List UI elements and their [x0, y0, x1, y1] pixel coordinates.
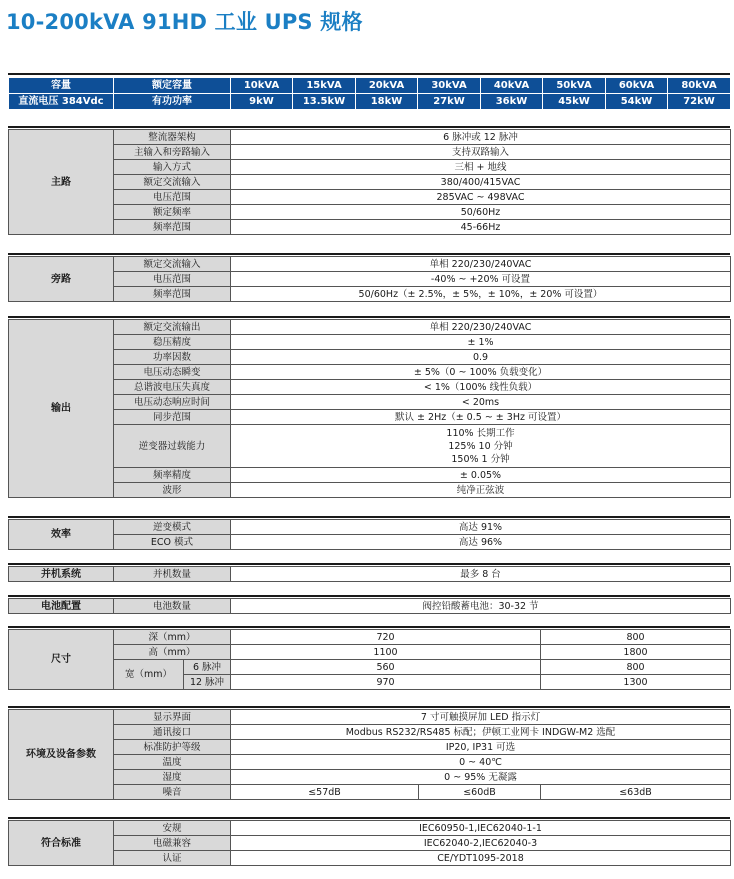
row-label: 认证: [114, 851, 231, 866]
row-value: 7 寸可触摸屏加 LED 指示灯: [231, 710, 731, 725]
noise-value: ≤63dB: [541, 785, 731, 800]
row-label: 主输入和旁路输入: [114, 145, 231, 160]
noise-value: ≤57dB: [231, 785, 419, 800]
row-value: IEC60950-1,IEC62040-1-1: [231, 821, 731, 836]
row-value: 纯净正弦波: [231, 483, 731, 498]
height-value: 1100: [231, 645, 541, 660]
row-label: 功率因数: [114, 350, 231, 365]
noise-label: 噪音: [114, 785, 231, 800]
row-value: 三相 + 地线: [231, 160, 731, 175]
main-rule: [8, 126, 730, 128]
output-group-label: 输出: [9, 320, 114, 498]
compliance-rule: [8, 817, 730, 819]
row-label: 湿度: [114, 770, 231, 785]
row-label: 电压范围: [114, 190, 231, 205]
noise-value: ≤60dB: [419, 785, 541, 800]
row-label: 温度: [114, 755, 231, 770]
row-value: CE/YDT1095-2018: [231, 851, 731, 866]
dimensions-group-label: 尺寸: [9, 630, 114, 690]
row-value: 285VAC ~ 498VAC: [231, 190, 731, 205]
row-value: ± 0.05%: [231, 468, 731, 483]
efficiency-section: [8, 519, 731, 550]
row-value: IP20, IP31 可选: [231, 740, 731, 755]
row-value: < 20ms: [231, 395, 731, 410]
output-section: [8, 319, 731, 498]
width-12p-value: 1300: [541, 675, 731, 690]
power-cell: 54kW: [606, 94, 668, 110]
row-label: 频率精度: [114, 468, 231, 483]
compliance-section: [8, 820, 731, 866]
row-value: -40% ~ +20% 可设置: [231, 272, 731, 287]
row-label: 额定交流输入: [114, 175, 231, 190]
depth-label: 深（mm）: [114, 630, 231, 645]
width-6p-value: 800: [541, 660, 731, 675]
row-value: 阀控铅酸蓄电池：30-32 节: [231, 599, 731, 614]
overload-line: 150% 1 分钟: [451, 453, 510, 465]
depth-value: 720: [231, 630, 541, 645]
row-value: 0.9: [231, 350, 731, 365]
row-label: 频率范围: [114, 220, 231, 235]
power-cell: 72kW: [668, 94, 731, 110]
row-value: 0 ~ 40℃: [231, 755, 731, 770]
power-cell: 9kW: [231, 94, 293, 110]
compliance-group-label: 符合标准: [9, 821, 114, 866]
capacity-label: 容量: [9, 78, 114, 94]
depth-value: 800: [541, 630, 731, 645]
width-6p-label: 6 脉冲: [184, 660, 231, 675]
row-label: 稳压精度: [114, 335, 231, 350]
row-label: 电池数量: [114, 599, 231, 614]
power-cell: 36kW: [481, 94, 543, 110]
row-label: 并机数量: [114, 567, 231, 582]
overload-line: 125% 10 分钟: [448, 440, 513, 452]
power-cell: 18kW: [356, 94, 418, 110]
main-group-label: 主路: [9, 130, 114, 235]
row-value: 50/60Hz: [231, 205, 731, 220]
row-label: 电压动态响应时间: [114, 395, 231, 410]
row-value: IEC62040-2,IEC62040-3: [231, 836, 731, 851]
dimensions-section: [8, 629, 731, 690]
battery-section: [8, 598, 731, 614]
capacity-cell: 40kVA: [481, 78, 543, 94]
height-label: 高（mm）: [114, 645, 231, 660]
row-value: 50/60Hz（± 2.5%，± 5%，± 10%，± 20% 可设置）: [231, 287, 731, 302]
row-value: 最多 8 台: [231, 567, 731, 582]
row-label: 同步范围: [114, 410, 231, 425]
parallel-group-label: 并机系统: [9, 567, 114, 582]
row-value: ± 5%（0 ~ 100% 负载变化）: [231, 365, 731, 380]
overload-value: [231, 425, 731, 468]
parallel-rule: [8, 563, 730, 565]
row-label: 通讯接口: [114, 725, 231, 740]
power-cell: 45kW: [543, 94, 606, 110]
capacity-cell: 30kVA: [418, 78, 481, 94]
height-value: 1800: [541, 645, 731, 660]
parallel-section: [8, 566, 731, 582]
row-label: 电磁兼容: [114, 836, 231, 851]
battery-rule: [8, 595, 730, 597]
row-label: 显示界面: [114, 710, 231, 725]
row-value: 380/400/415VAC: [231, 175, 731, 190]
row-label: 电压动态瞬变: [114, 365, 231, 380]
output-rule: [8, 316, 730, 318]
capacity-header-table: [8, 77, 731, 110]
page-title: 10-200kVA 91HD 工业 UPS 规格: [6, 10, 363, 34]
capacity-cell: 20kVA: [356, 78, 418, 94]
main-section: [8, 129, 731, 235]
row-label: 额定频率: [114, 205, 231, 220]
row-value: 单相 220/230/240VAC: [231, 257, 731, 272]
bypass-group-label: 旁路: [9, 257, 114, 302]
power-cell: 13.5kW: [293, 94, 356, 110]
bypass-section: [8, 256, 731, 302]
environment-section: [8, 709, 731, 800]
row-value: 支持双路输入: [231, 145, 731, 160]
row-value: 0 ~ 95% 无凝露: [231, 770, 731, 785]
row-label: 标准防护等级: [114, 740, 231, 755]
row-value: Modbus RS232/RS485 标配；伊顿工业网卡 INDGW-M2 选配: [231, 725, 731, 740]
width-6p-value: 560: [231, 660, 541, 675]
row-label: 安规: [114, 821, 231, 836]
width-12p-value: 970: [231, 675, 541, 690]
capacity-cell: 10kVA: [231, 78, 293, 94]
overload-label: 逆变器过载能力: [114, 425, 231, 468]
capacity-cell: 15kVA: [293, 78, 356, 94]
row-value: 高达 96%: [231, 535, 731, 550]
row-label: 频率范围: [114, 287, 231, 302]
capacity-cell: 80kVA: [668, 78, 731, 94]
row-label: 输入方式: [114, 160, 231, 175]
dc-voltage-label: 直流电压 384Vdc: [9, 94, 114, 110]
environment-rule: [8, 706, 730, 708]
active-power-label: 有功功率: [114, 94, 231, 110]
power-cell: 27kW: [418, 94, 481, 110]
row-value: 单相 220/230/240VAC: [231, 320, 731, 335]
row-value: 6 脉冲或 12 脉冲: [231, 130, 731, 145]
dimensions-rule: [8, 626, 730, 628]
header-rule: [8, 73, 730, 75]
row-value: < 1%（100% 线性负载）: [231, 380, 731, 395]
row-label: ECO 模式: [114, 535, 231, 550]
efficiency-group-label: 效率: [9, 520, 114, 550]
row-label: 整流器架构: [114, 130, 231, 145]
row-label: 逆变模式: [114, 520, 231, 535]
capacity-cell: 60kVA: [606, 78, 668, 94]
overload-line: 110% 长期工作: [446, 427, 515, 439]
row-value: 45-66Hz: [231, 220, 731, 235]
width-label: 宽（mm）: [114, 660, 184, 690]
battery-group-label: 电池配置: [9, 599, 114, 614]
row-value: 高达 91%: [231, 520, 731, 535]
row-label: 电压范围: [114, 272, 231, 287]
environment-group-label: 环境及设备参数: [9, 710, 114, 800]
row-label: 额定交流输入: [114, 257, 231, 272]
efficiency-rule: [8, 516, 730, 518]
capacity-cell: 50kVA: [543, 78, 606, 94]
width-12p-label: 12 脉冲: [184, 675, 231, 690]
bypass-rule: [8, 253, 730, 255]
row-value: ± 1%: [231, 335, 731, 350]
row-label: 总谐波电压失真度: [114, 380, 231, 395]
row-label: 额定交流输出: [114, 320, 231, 335]
rated-capacity-label: 额定容量: [114, 78, 231, 94]
row-value: 默认 ± 2Hz（± 0.5 ~ ± 3Hz 可设置）: [231, 410, 731, 425]
row-label: 波形: [114, 483, 231, 498]
